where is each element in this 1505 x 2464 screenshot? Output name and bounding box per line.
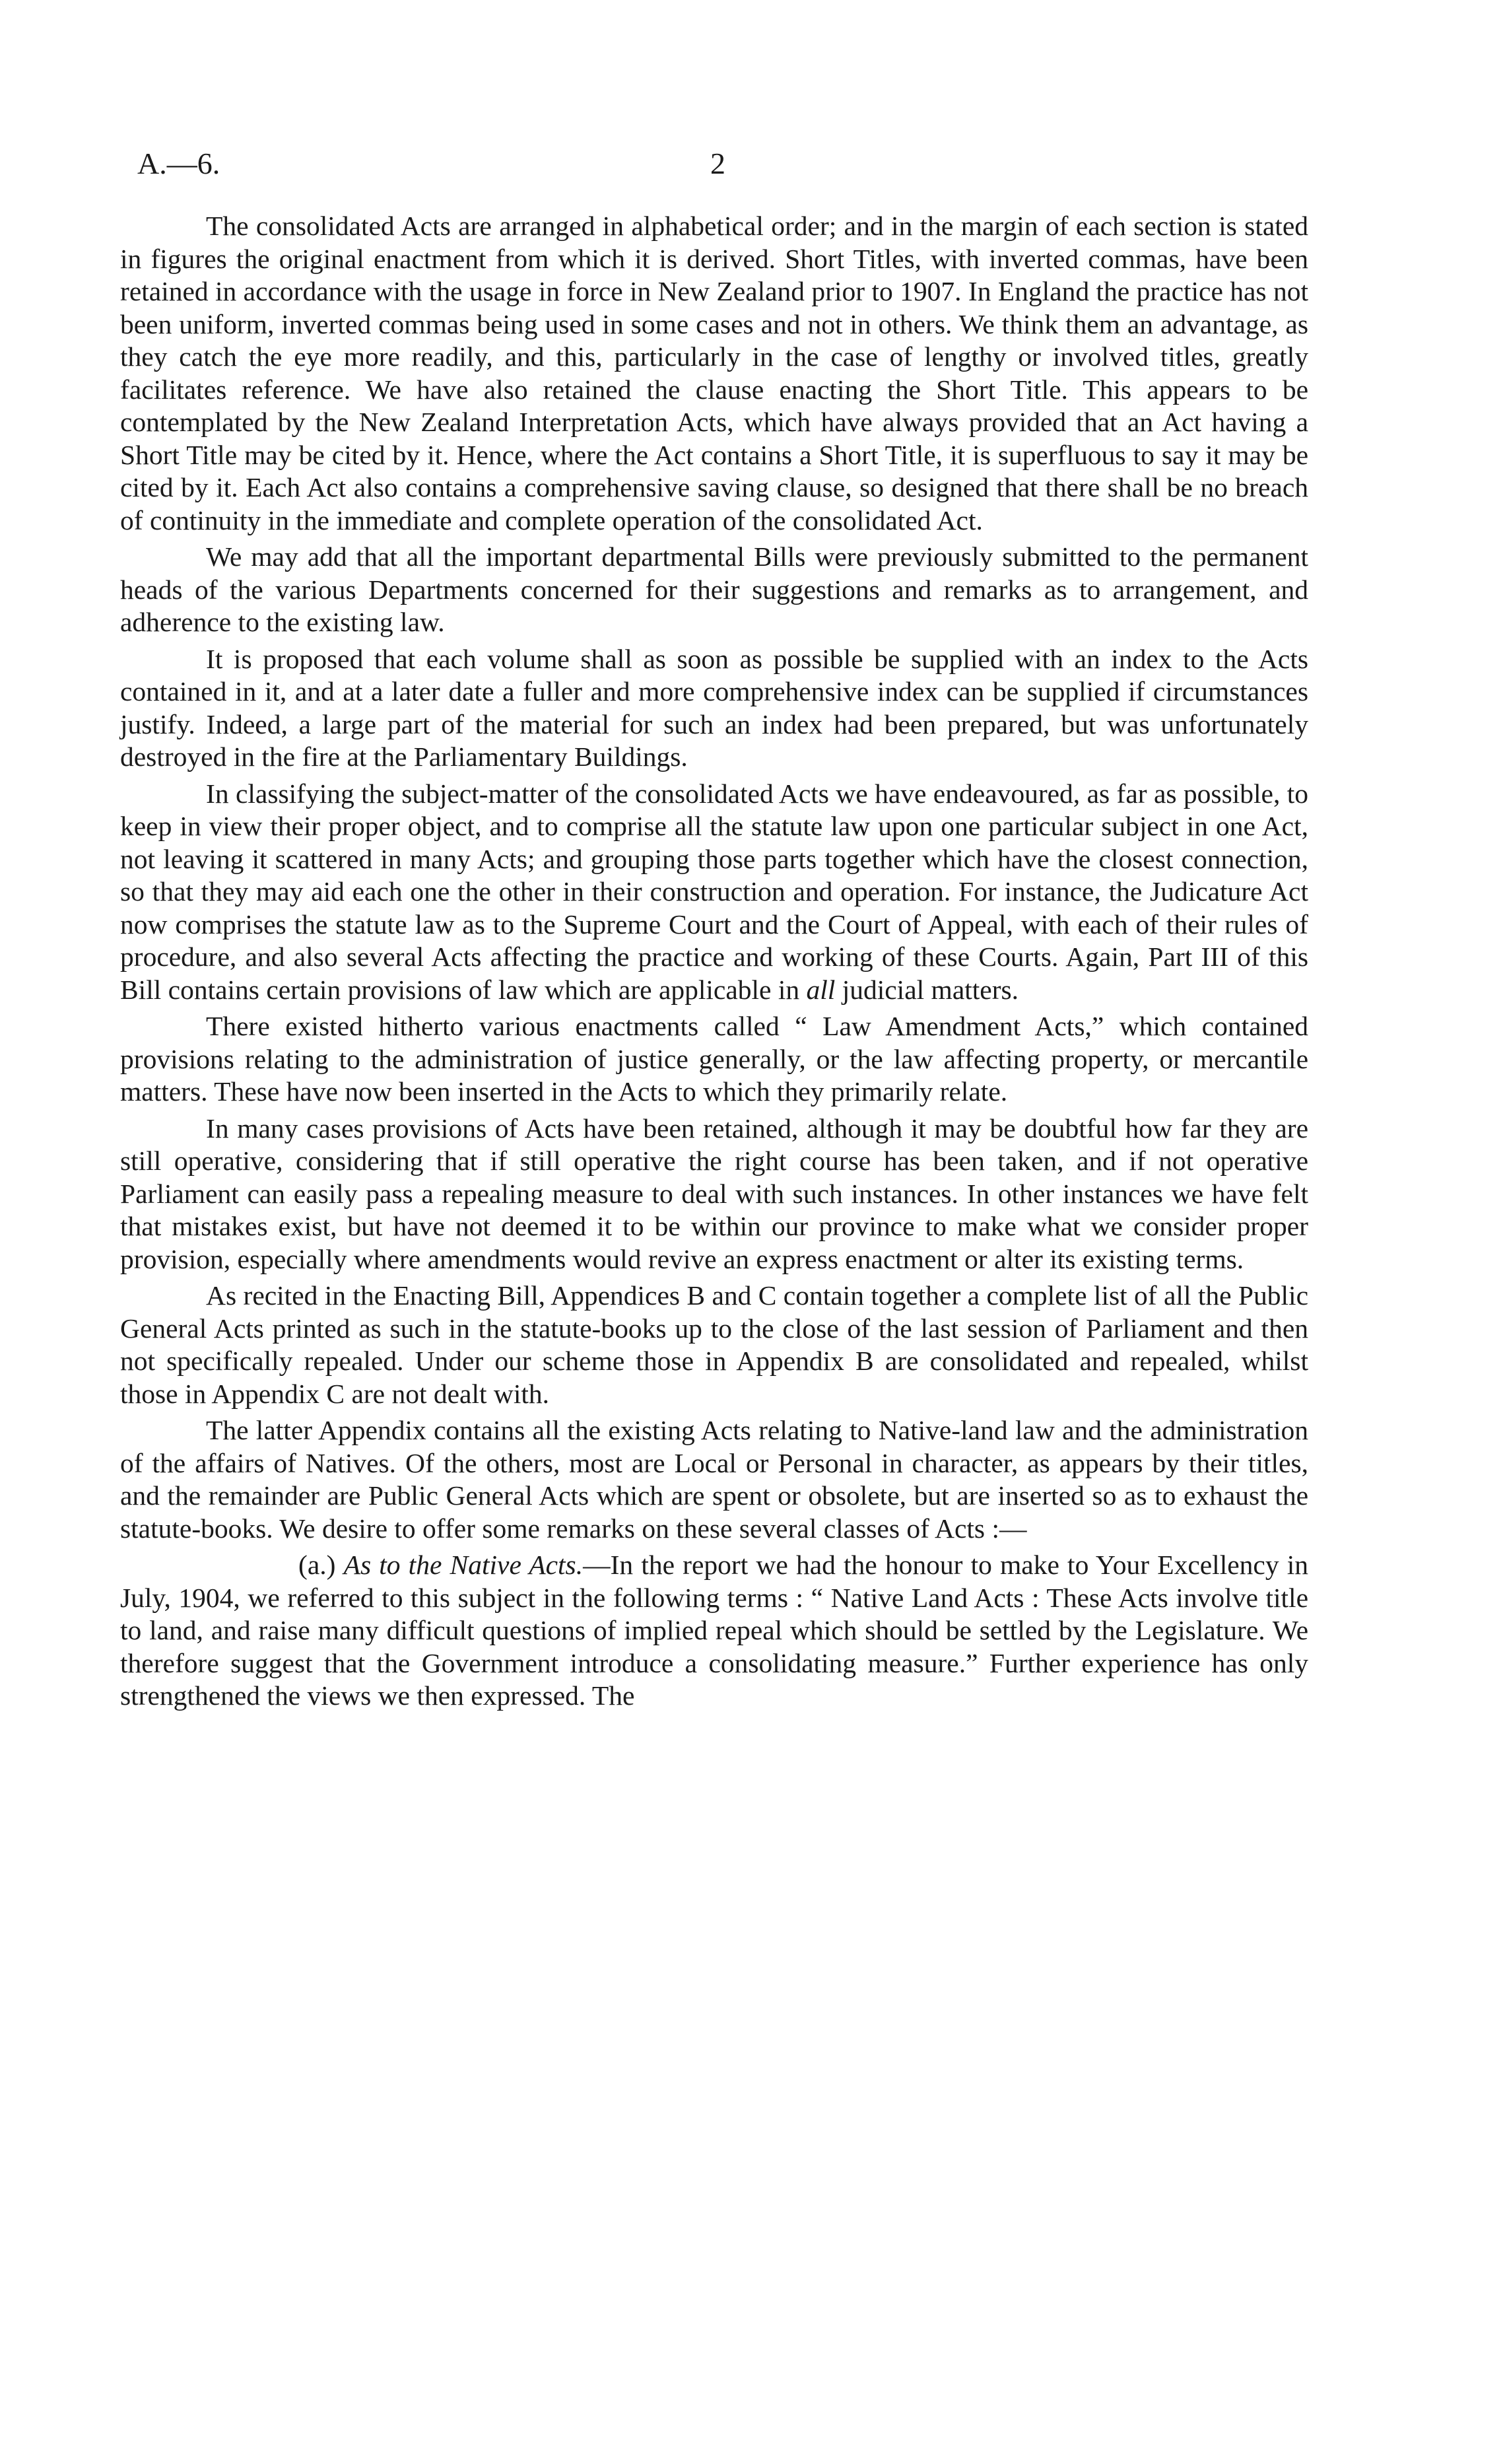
- paragraph-appendix-c: The latter Appendix contains all the existing Acts relating to Native-land law and the administration of the affairs of Natives. Of the others, most are Local or Personal in character, as appears by their titles, and the remainder are Public General Acts which are spent or obsolete, but are inserted so as to exhaust the statute-books. We desire to offer some remarks on these several classes of Acts :—: [120, 1415, 1308, 1544]
- paragraph-classification-text: In classifying the subject-matter of the consolidated Acts we have endeavoured, as far as possible, to keep in view their proper object, and to comprise all the statute law upon one particular subject in one Act, not leaving it scattered in many Acts; and grouping those parts together which have the closest connection, so that they may aid each one the other in their construction and operation. For instance, the Judicature Act now comprises the statute law as to the Supreme Court and the Court of Appeal, with each of their rules of procedure, and also several Acts affecting the practice and working of these Courts. Again, Part III of this Bill contains certain provisions of law which are applicable in: [120, 778, 1308, 1005]
- paragraph-law-amendment-acts: There existed hitherto various enactments called “ Law Amendment Acts,” which contained provisions relating to the administration of justice generally, or the law affecting property, or mercantile matters. These have now been inserted in the Acts to which they primarily relate.: [120, 1011, 1308, 1107]
- paragraph-appendices: As recited in the Enacting Bill, Appendices B and C contain together a complete list of all the Public General Acts printed as such in the statute-books up to the close of the last session of Parliament and then not specifically repealed. Under our scheme those in Appendix B are consolidated and repealed, whilst those in Appendix C are not dealt with.: [120, 1280, 1308, 1409]
- native-acts-label: (a.): [298, 1550, 336, 1580]
- paragraph-classification-tail: judicial matters.: [835, 974, 1019, 1005]
- paragraph-arrangement: The consolidated Acts are arranged in alphabetical order; and in the margin of each section is stated in figures the original enactment from which it is derived. Short Titles, with inverted commas, have been retained in accordance with the usage in force in New Zealand prior to 1907. In England the practice has not been uniform, inverted commas being used in some cases and not in others. We think them an advantage, as they catch the eye more readily, and this, particularly in the case of lengthy or involved titles, greatly facilitates reference. We have also retained the clause enacting the Short Title. This appears to be contemplated by the New Zealand Interpretation Acts, which have always provided that an Act having a Short Title may be cited by it. Hence, where the Act contains a Short Title, it is superfluous to say it may be cited by it. Each Act also contains a comprehensive saving clause, so designed that there shall be no breach of continuity in the immediate and complete operation of the consolidated Act.: [120, 211, 1308, 535]
- paragraph-index: It is proposed that each volume shall as soon as possible be supplied with an index to the Acts contained in it, and at a later date a fuller and more comprehensive index can be supplied if circumstances justify. Indeed, a large part of the material for such an index had been prepared, but was unfortunately destroyed in the fire at the Parliamentary Buildings.: [120, 643, 1308, 772]
- paragraph-departmental-bills: We may add that all the important departmental Bills were previously submitted to the permanent heads of the various Departments concerned for their suggestions and remarks as to arrangement, and adherence to the existing law.: [120, 541, 1308, 637]
- document-reference: A.—6.: [137, 147, 220, 180]
- native-acts-text: —In the report we had the honour to make to Your Excellency in July, 1904, we referred to this subject in the following terms : “ Native Land Acts : These Acts involve title to land, and raise many difficult questions of implied repeal which should be settled by the Legislature. We therefore suggest that the Government introduce a consolidating measure.” Further experience has only strengthened the views we then expressed. The: [120, 1550, 1308, 1711]
- body-text: [120, 210, 1308, 1717]
- native-acts-heading: As to the Native Acts.: [343, 1550, 584, 1580]
- paragraph-retained-provisions: In many cases provisions of Acts have been retained, although it may be doubtful how far they are still operative, considering that if still operative the right course has been taken, and if not operative Parliament can easily pass a repealing measure to deal with such instances. In other instances we have felt that mistakes exist, but have not deemed it to be within our province to make what we consider proper provision, especially where amendments would revive an express enactment or alter its existing terms.: [120, 1112, 1308, 1274]
- emphasis-all: all: [806, 974, 836, 1005]
- paragraph-native-acts: [120, 1549, 1308, 1713]
- page-header: [137, 144, 1372, 184]
- paragraph-classification: [120, 778, 1308, 1007]
- page-number: 2: [710, 147, 725, 180]
